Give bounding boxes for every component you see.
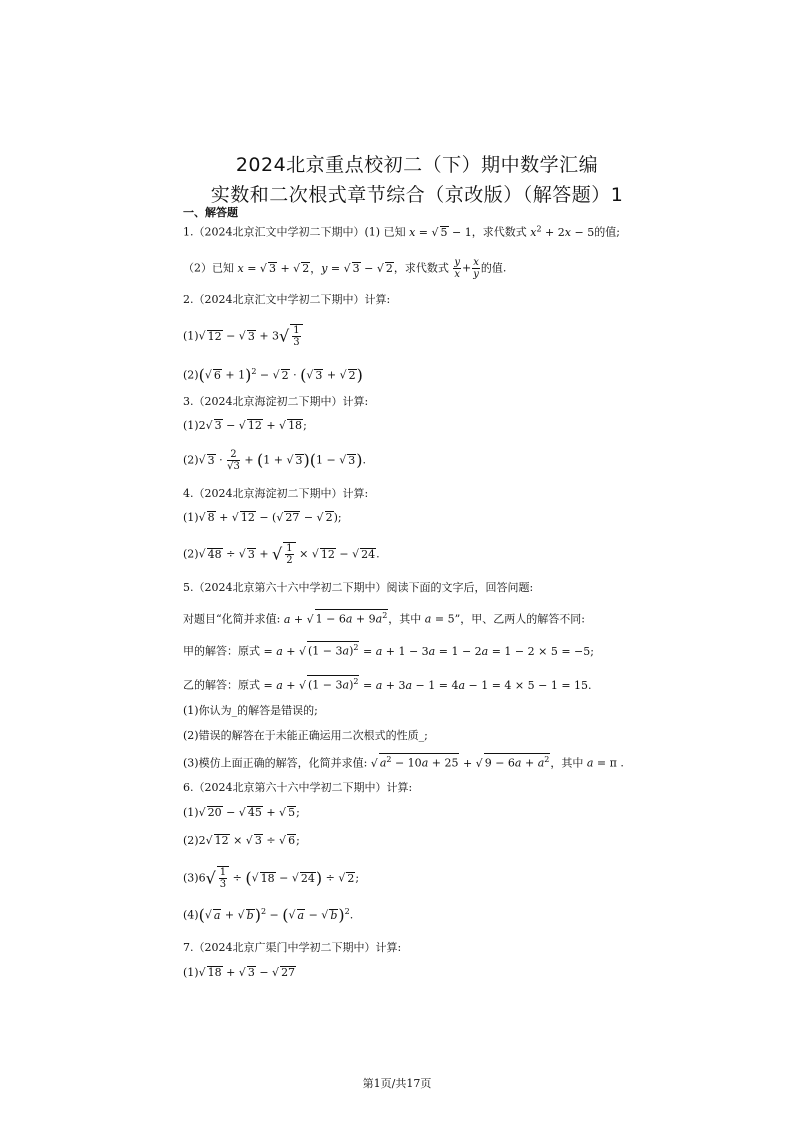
- question-6-part-1: (1)√ 20 − √ 45 + √ 5;: [183, 806, 300, 819]
- question-6: 6.（2024北京第六十六中学初二下期中）计算:: [183, 781, 413, 794]
- question-5-prompt: 对题目“化简并求值: a + √ $1 - 6a + 9a^2$，其中 a = 5”，甲、乙两人的解答不同:: [183, 611, 585, 626]
- question-4: 4.（2024北京海淀初二下期中）计算:: [183, 487, 369, 500]
- question-3-part-1: (1)2√ 3 − √ 12 + √ 18;: [183, 419, 307, 432]
- section-heading: 一、解答题: [183, 206, 238, 219]
- question-2-part-1: (1)√ 12 − √ 3 + 3√ $\frac{1}{3}$: [183, 324, 303, 348]
- question-4-part-1: (1)√ 8 + √ 12 − (√ 27 − √ 2);: [183, 511, 342, 524]
- question-1: 1.（2024北京汇文中学初二下期中）(1) 已知 x = √ 5 − 1，求代数式 $x^2 + 2x - 5$的值;: [183, 224, 620, 239]
- question-2-part-2: (2)(√ 6 + 1)$^2$ − √ 2 · (√ 3 + √ 2): [183, 365, 363, 385]
- question-7-part-1: (1)√ 18 + √ 3 − √ 27: [183, 966, 296, 979]
- question-2: 2.（2024北京汇文中学初二下期中）计算:: [183, 293, 391, 306]
- question-6-part-2: (2)2√ 12 × √ 3 ÷ √ 6;: [183, 834, 300, 847]
- question-5-yi: 乙的解答：原式 = a + √ $(1 - 3a)^2 = a + 3a - 1 = 4a - 1 = 4 \times 5 - 1 = 15$.: [183, 677, 592, 692]
- question-6-part-3: (3)6√ $\frac{1}{3}$ ÷ (√ 18 − √ 24) ÷ √ 2;: [183, 867, 360, 890]
- page-title-line1: 2024北京重点校初二（下）期中数学汇编: [235, 154, 599, 176]
- question-6-part-4: (4)(√ a + √ b)$^2$ − (√ a − √ b)$^2$.: [183, 905, 354, 925]
- question-7: 7.（2024北京广渠门中学初二下期中）计算:: [183, 941, 402, 954]
- question-4-part-2: (2)√ 48 ÷ √ 3 + √ $\frac{1}{2}$ × √ 12 − √ 24.: [183, 543, 380, 566]
- question-3-part-2: (2)√ 3 · $\frac{2}{√3}$ + (1 + √ 3)(1 − √ 3).: [183, 449, 366, 472]
- question-5-sub-1: (1)你认为_的解答是错误的;: [183, 704, 318, 717]
- question-1-part-2: （2）已知 x = √ 3 + √ 2，y = √ 3 − √ 2，求代数式 $\frac{y}{x}$ + $\frac{x}{y}$ 的值.: [183, 257, 507, 280]
- question-5-sub-2: (2)错误的解答在于未能正确运用二次根式的性质_;: [183, 729, 428, 742]
- question-5: 5.（2024北京第六十六中学初二下期中）阅读下面的文字后，回答问题:: [183, 581, 534, 594]
- question-5-sub-3: (3)模仿上面正确的解答，化简并求值: √ $a^2 - 10a + 25$ + √ $9 - 6a + a^2$，其中 a = π .: [183, 755, 624, 770]
- page-footer: 第1页/共17页: [362, 1077, 432, 1090]
- question-3: 3.（2024北京海淀初二下期中）计算:: [183, 395, 369, 408]
- question-5-jia: 甲的解答：原式 = a + √ $(1 - 3a)^2 = a + 1 - 3a = 1 - 2a = 1 - 2 \times 5 = -5$;: [183, 643, 594, 658]
- page-title-line2: 实数和二次根式章节综合（京改版）（解答题）1: [210, 184, 624, 206]
